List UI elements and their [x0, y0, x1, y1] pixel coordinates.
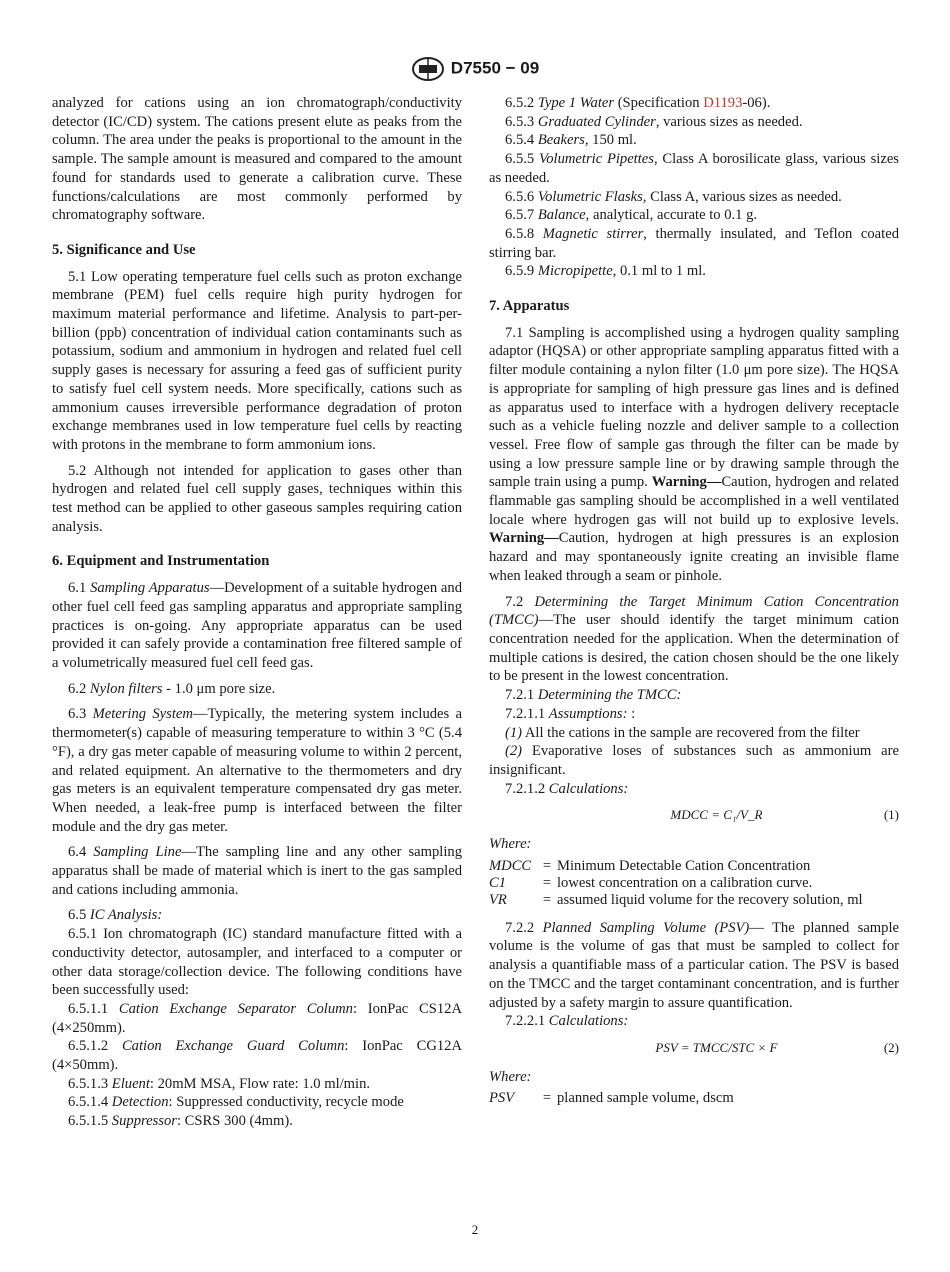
para-7-2-2-1: 7.2.2.1 Calculations:	[505, 1013, 629, 1030]
para-6-5-7: 6.5.7 Balance, analytical, accurate to 0.1 g.	[505, 207, 758, 224]
para-6-2: 6.2 Nylon filters - 1.0 μm pore size.	[68, 680, 276, 697]
para-6-5-8: 6.5.8 Magnetic stirrer, thermally insulated, and Teflon coated stirring bar.	[489, 225, 899, 261]
definition-eq: =	[542, 891, 552, 908]
para-6-5-9: 6.5.9 Micropipette, 0.1 ml to 1 ml.	[505, 263, 706, 280]
definitions-table-2	[489, 1090, 734, 1107]
document-designation: D7550 − 09	[450, 58, 540, 78]
left-column	[52, 94, 462, 1131]
para-6-5-2: 6.5.2 Type 1 Water (Specification D1193-06).	[505, 95, 771, 111]
definition-def: assumed liquid volume for the recovery solution, ml	[557, 891, 863, 908]
para-7-2-1: 7.2.1 Determining the TMCC:	[505, 687, 682, 704]
para-6-3: 6.3 Metering System—Typically, the metering system includes a thermometer(s) capable of measuring temperature to within 3 °C (5.4 °F), a dry gas meter capable of measuring volume to within 2 percent, and related equipment. An alternative to the thermometers and dry gas meters is an equivalent temperature compensated dry gas meter. When needed, a leak-free pump is interfaced between the filter module and the dry gas meter.	[52, 706, 462, 835]
page-header	[0, 56, 950, 82]
definition-row	[489, 858, 863, 875]
section-6-heading: 6. Equipment and Instrumentation	[52, 553, 270, 570]
definition-def: planned sample volume, dscm	[557, 1090, 734, 1107]
para-6-5-4: 6.5.4 Beakers, 150 ml.	[505, 132, 637, 149]
para-6-5-1-5: 6.5.1.5 Suppressor: CSRS 300 (4mm).	[68, 1113, 293, 1130]
definition-def: Minimum Detectable Cation Concentration	[557, 857, 811, 874]
page-number: 2	[471, 1222, 479, 1237]
equation-1: MDCC = C₁/V_R (1)	[670, 807, 899, 823]
definition-term: VR	[489, 891, 507, 908]
para-7-2-1-1: 7.2.1.1 Assumptions: :	[505, 705, 636, 722]
para-7-2-1-2: 7.2.1.2 Calculations:	[505, 780, 629, 797]
definitions-table-1	[489, 858, 863, 909]
right-column	[489, 94, 899, 1117]
definition-eq: =	[542, 857, 552, 874]
where-label-2: Where:	[489, 1068, 532, 1085]
para-5-1: 5.1 Low operating temperature fuel cells such as proton exchange membrane (PEM) fuel cells require high purity hydrogen for maximum material performance and lifetime. Analysis to part-per-billion (ppb) concentration of individual cation contaminants such as potassium, sodium and ammonium in hydrogen and related fuel cell supply gases is necessary for assuring a feed gas of sufficient purity to satisfy fuel cell system needs. More specifically, cations such as ammonium causes irreversible performance degradation of proton exchange membranes used in low temperature fuel cells by reacting with protons in the membrane to form ammonium ions.	[52, 268, 462, 453]
para-6-4: 6.4 Sampling Line—The sampling line and any other sampling apparatus shall be made of material which is inert to the gas sampled and cations including ammonia.	[52, 844, 462, 898]
para-7-2-2: 7.2.2 Planned Sampling Volume (PSV)— The planned sample volume is the volume of gas that must be sampled to collect for analysis a quantifiable mass of a particular cation. The PSV is based on the TMCC and the target contaminant concentration, and is further adjusted by a safety margin to assure quantification.	[489, 919, 899, 1011]
section-7-heading: 7. Apparatus	[489, 298, 570, 315]
definition-row	[489, 892, 863, 909]
d1193-link[interactable]: D1193	[703, 95, 743, 111]
definition-eq: =	[542, 874, 552, 891]
para-6-5-1-2: 6.5.1.2 Cation Exchange Guard Column: IonPac CG12A (4×50mm).	[52, 1038, 462, 1074]
assumption-2: (2) Evaporative loses of substances such as ammonium are insignificant.	[489, 743, 899, 778]
assumption-1: (1) All the cations in the sample are recovered from the filter	[505, 724, 860, 741]
definition-row	[489, 1090, 734, 1107]
para-6-5-1: 6.5.1 Ion chromatograph (IC) standard manufacture fitted with a conductivity detector, autosampler, and interfaced to a computer or other data storage/collection device. The following conditions have been successfully used:	[52, 926, 462, 999]
para-7-2: 7.2 Determining the Target Minimum Cation Concentration (TMCC)—The user should identify the target minimum cation concentration needed for the application. When the determination of multiple cations is desired, the cation chosen should be the one likely to be present in the lowest concentration.	[489, 593, 899, 685]
para-6-5-1-1: 6.5.1.1 Cation Exchange Separator Column: IonPac CS12A (4×250mm).	[52, 1000, 463, 1036]
section-5-heading: 5. Significance and Use	[52, 241, 196, 258]
para-6-1: 6.1 Sampling Apparatus—Development of a suitable hydrogen and other fuel cell feed gas sampling apparatus and appropriate sampling practices is on-going. Any appropriate apparatus can be used provided it can safely provide a contamination free filtered sample of a volumetrically measured fuel cell feed gas.	[52, 580, 462, 671]
para-6-5-1-3: 6.5.1.3 Eluent: 20mM MSA, Flow rate: 1.0 ml/min.	[68, 1075, 371, 1092]
where-label-1: Where:	[489, 836, 532, 853]
para-6-5-6: 6.5.6 Volumetric Flasks, Class A, various sizes as needed.	[505, 188, 842, 205]
equation-2: PSV = TMCC/STC × F (2)	[655, 1039, 899, 1055]
para-6-5-1-4: 6.5.1.4 Detection: Suppressed conductivity, recycle mode	[68, 1094, 404, 1111]
definition-term: MDCC	[489, 857, 532, 874]
para-6-5-3: 6.5.3 Graduated Cylinder, various sizes as needed.	[505, 113, 803, 130]
definition-row	[489, 875, 863, 892]
para-6-5-5: 6.5.5 Volumetric Pipettes, Class A borosilicate glass, various sizes as needed.	[489, 151, 899, 186]
para-6-5: 6.5 IC Analysis:	[68, 907, 163, 924]
definition-term: C1	[489, 874, 507, 891]
definition-term: PSV	[489, 1090, 515, 1107]
intro-paragraph: analyzed for cations using an ion chromatograph/conductivity detector (IC/CD) system. The cations present elute as peaks from the column. The area under the peaks is proportional to the amount in the sample. The sample amount is measured and compared to the amount found for standards used to generate a calibration curve. These functions/calculations are most commonly performed by chromatography software.	[52, 95, 462, 224]
definition-def: lowest concentration on a calibration curve.	[557, 874, 813, 891]
para-7-1: 7.1 Sampling is accomplished using a hydrogen quality sampling adaptor (HQSA) or other appropriate sampling apparatus fitted with a filter module containing a nylon filter (1.0 μm pore size). The HQSA is appropriate for sampling of high pressure gas lines and is defined as apparatus used to interface with a hydrogen delivery receptacle such as a vehicle fueling nozzle and deliver sample to a collection vessel. Free flow of sample gas through the filter can be made by using a low pressure sample line or by drawing sample through the sample train using a pump. Warning—Caution, hydrogen and related flammable gas sampling should be accomplished in a well ventilated locale where hydrogen gas will not build up to explosive levels. Warning—Caution, hydrogen at high pressures is an explosion hazard and may spontaneously ignite creating an invisible flame when leaked through a seam or pinhole.	[489, 324, 899, 584]
definition-eq: =	[542, 1090, 552, 1107]
astm-logo-icon	[411, 56, 445, 82]
para-5-2: 5.2 Although not intended for application to gases other than hydrogen and related fuel cell supply gases, techniques within this test method can be applied to other gaseous samples requiring cation analysis.	[52, 462, 462, 535]
